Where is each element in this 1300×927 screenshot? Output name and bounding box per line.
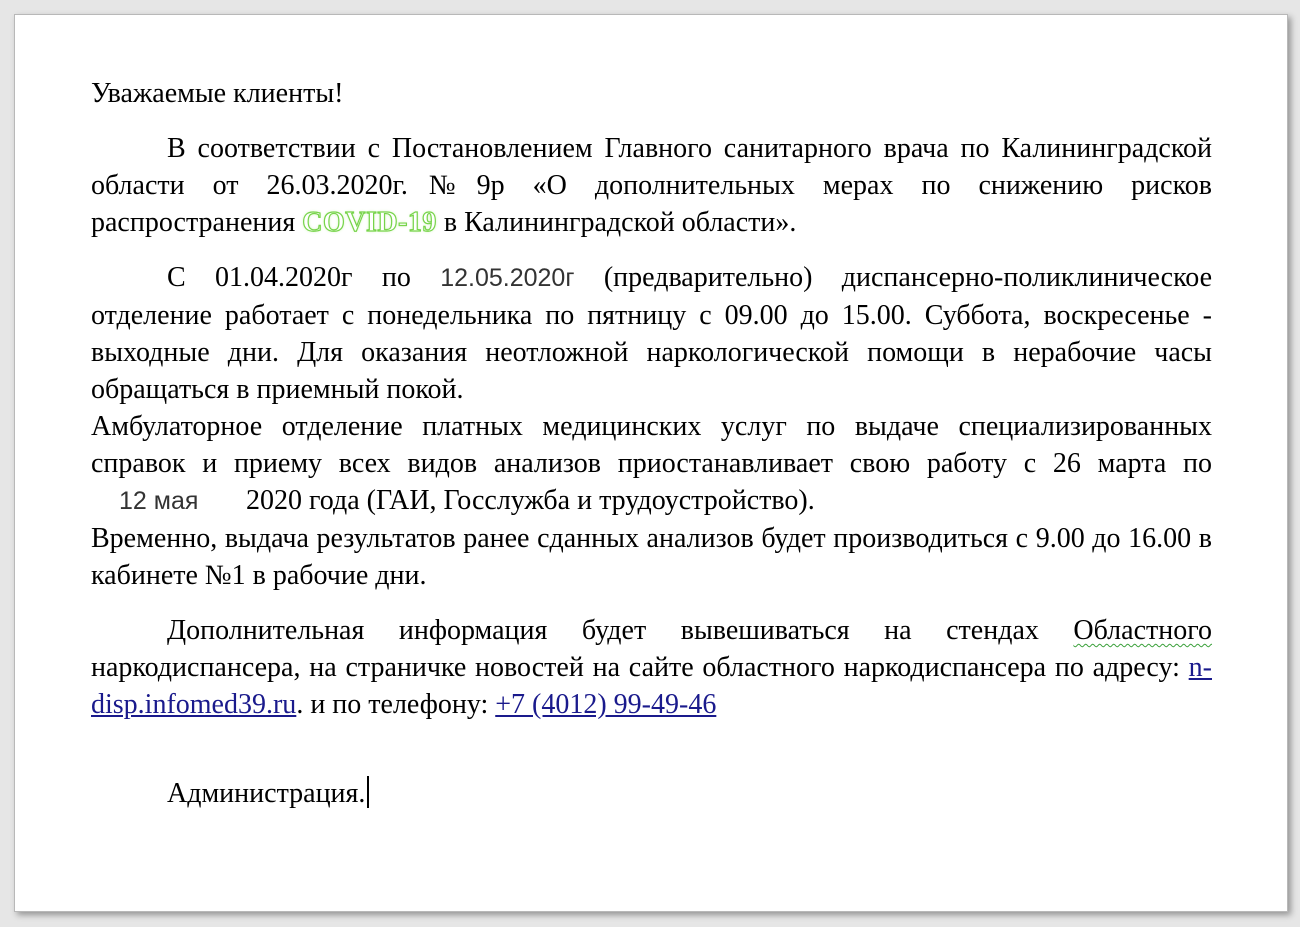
schedule-end-date: 12.05.2020г xyxy=(440,264,575,292)
website-link[interactable]: n-disp.infomed39.ru xyxy=(91,652,1212,720)
paid-services-text: Амбулаторное отделение платных медицинских услуг по выдаче специализированных справок и приему всех видов анализов приостанавливает свою работу с 26 марта по xyxy=(91,411,1212,479)
document-page xyxy=(14,14,1288,912)
text-cursor xyxy=(367,776,369,808)
schedule-text: (предварительно) диспансерно-поликлиническое отделение работает с понедельника по пятницу с 09.00 до 15.00. Суббота, воскресенье - выходные дни. Для оказания неотложной наркологической помощи в нерабочие часы обращаться в приемный покой. xyxy=(91,262,1213,405)
covid-label: COVID-19 xyxy=(302,207,437,238)
document-body xyxy=(91,75,1212,812)
signature: Администрация. xyxy=(167,778,366,809)
spellcheck-word: Областного xyxy=(1073,615,1213,646)
paragraph-results: Временно, выдача результатов ранее сданных анализов будет производиться с 9.00 до 16.00 в кабинете №1 в рабочие дни. xyxy=(91,523,1212,591)
info-text-phone-label: . и по телефону: xyxy=(296,689,489,720)
info-text-middle: наркодиспансера, на страничке новостей на сайте областного наркодиспансера по адресу: xyxy=(91,652,1180,683)
greeting-heading: Уважаемые клиенты! xyxy=(91,78,344,109)
decree-text: В соответствии с Постановлением Главного санитарного врача по Калининградской области от 26.03.2020г.№9р «О дополнительных мерах по снижению рисков распространения xyxy=(91,133,1212,238)
paid-services-end-date: 12 мая xyxy=(119,487,199,515)
paragraph-schedule xyxy=(91,259,1212,408)
paragraph-info xyxy=(91,612,1212,723)
paragraph-decree xyxy=(91,130,1212,241)
paragraph-paid-services xyxy=(91,408,1212,520)
info-text: Дополнительная информация будет вывешиваться на стендах xyxy=(167,615,1039,646)
decree-text-end: в Калининградской области». xyxy=(443,207,797,238)
signature-line xyxy=(91,775,1212,812)
schedule-start: С 01.04.2020г по xyxy=(167,262,411,293)
phone-link[interactable]: +7 (4012) 99-49-46 xyxy=(495,689,717,720)
paid-services-text-end: 2020 года (ГАИ, Госслужба и трудоустройство). xyxy=(246,485,815,516)
